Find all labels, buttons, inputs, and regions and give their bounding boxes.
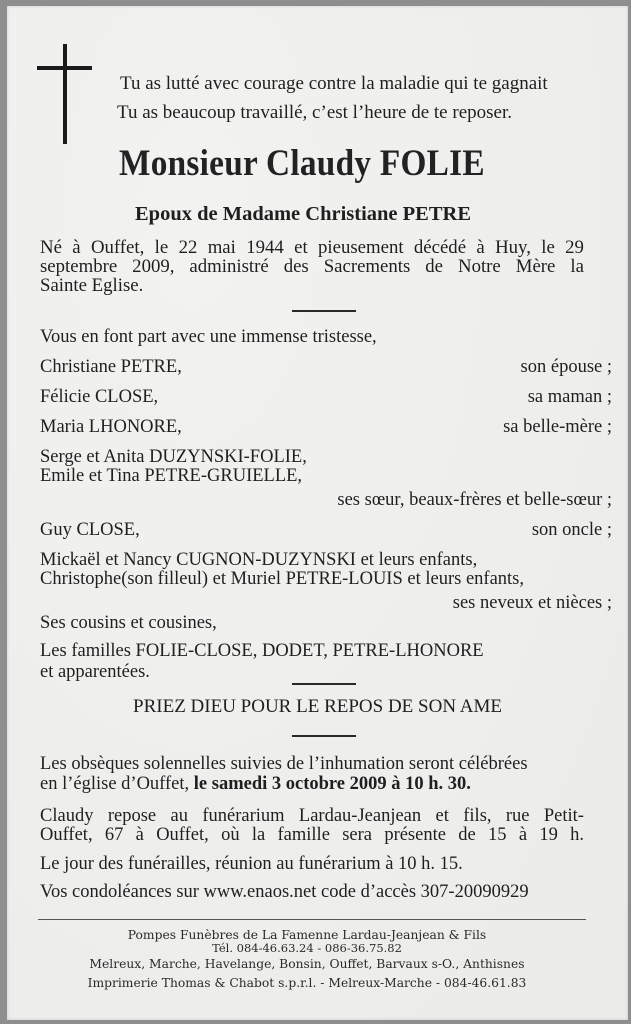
footer-printer: Imprimerie Thomas & Chabot s.p.r.l. - Melreux-Marche - 084-46.61.83	[87, 976, 527, 990]
footer-divider	[38, 919, 586, 920]
divider	[292, 310, 356, 312]
condolences-line: Vos condoléances sur www.enaos.net code d’accès 307-20090929	[40, 882, 529, 902]
family-relation: ses sœur, beaux-frères et belle-sœur ;	[337, 490, 612, 510]
meeting-line: Le jour des funérailles, réunion au funérarium à 10 h. 15.	[40, 854, 463, 874]
family-name: Christophe(son filleul) et Muriel PETRE-LOUIS et leurs enfants,	[40, 569, 524, 589]
footer-locations: Melreux, Marche, Havelange, Bonsin, Ouffet, Barvaux s-O., Anthisnes	[89, 957, 525, 971]
funeral-datetime: le samedi 3 octobre 2009 à 10 h. 30.	[193, 774, 471, 794]
family-relation: ses neveux et nièces ;	[452, 593, 612, 613]
family-relation: son épouse ;	[520, 357, 612, 377]
funeral-line-1: Les obsèques solennelles suivies de l’inhumation seront célébrées	[40, 754, 528, 774]
divider	[292, 683, 356, 685]
family-name: Les familles FOLIE-CLOSE, DODET, PETRE-LHONORE	[40, 641, 484, 661]
family-name: Félicie CLOSE,	[40, 387, 159, 407]
spouse-subtitle: Epoux de Madame Christiane PETRE	[135, 203, 471, 225]
family-name: Guy CLOSE,	[40, 520, 140, 540]
family-name: Christiane PETRE,	[40, 357, 182, 377]
family-name: Ses cousins et cousines,	[40, 613, 217, 633]
family-relation: sa maman ;	[527, 387, 612, 407]
family-relation: sa belle-mère ;	[503, 417, 612, 437]
funeral-card	[7, 6, 628, 1020]
bio-line-2: septembre 2009, administré des Sacrements de Notre Mère la	[40, 256, 584, 277]
family-name: et apparentées.	[40, 662, 150, 682]
bio-line-1: Né à Ouffet, le 22 mai 1944 et pieusement décédé à Huy, le 29	[40, 237, 584, 258]
footer-funeral-home: Pompes Funèbres de La Famenne Lardau-Jeanjean & Fils	[127, 928, 487, 942]
footer-phone: Tél. 084-46.63.24 - 086-36.75.82	[212, 941, 402, 955]
bio-line-3: Sainte Eglise.	[40, 275, 144, 296]
wake-line-1: Claudy repose au funérarium Lardau-Jeanjean et fils, rue Petit-	[40, 806, 584, 826]
family-name: Maria LHONORE,	[40, 417, 182, 437]
funeral-line-2	[40, 775, 471, 794]
funeral-location: en l’église d’Ouffet,	[40, 774, 194, 794]
deceased-name-title: Monsieur Claudy FOLIE	[119, 143, 485, 184]
poem-line-1: Tu as lutté avec courage contre la maladie qui te gagnait	[120, 73, 548, 94]
divider	[292, 735, 356, 737]
family-name: Mickaël et Nancy CUGNON-DUZYNSKI et leurs enfants,	[40, 550, 478, 570]
poem-line-2: Tu as beaucoup travaillé, c’est l’heure de te reposer.	[117, 102, 512, 123]
wake-line-2: Ouffet, 67 à Ouffet, où la famille sera présente de 15 à 19 h.	[40, 825, 584, 845]
family-name: Emile et Tina PETRE-GRUIELLE,	[40, 466, 303, 486]
family-relation: son oncle ;	[531, 520, 612, 540]
prayer-line: PRIEZ DIEU POUR LE REPOS DE SON AME	[133, 696, 502, 717]
announcement-intro: Vous en font part avec une immense tristesse,	[40, 327, 377, 347]
family-name: Serge et Anita DUZYNSKI-FOLIE,	[40, 447, 307, 467]
